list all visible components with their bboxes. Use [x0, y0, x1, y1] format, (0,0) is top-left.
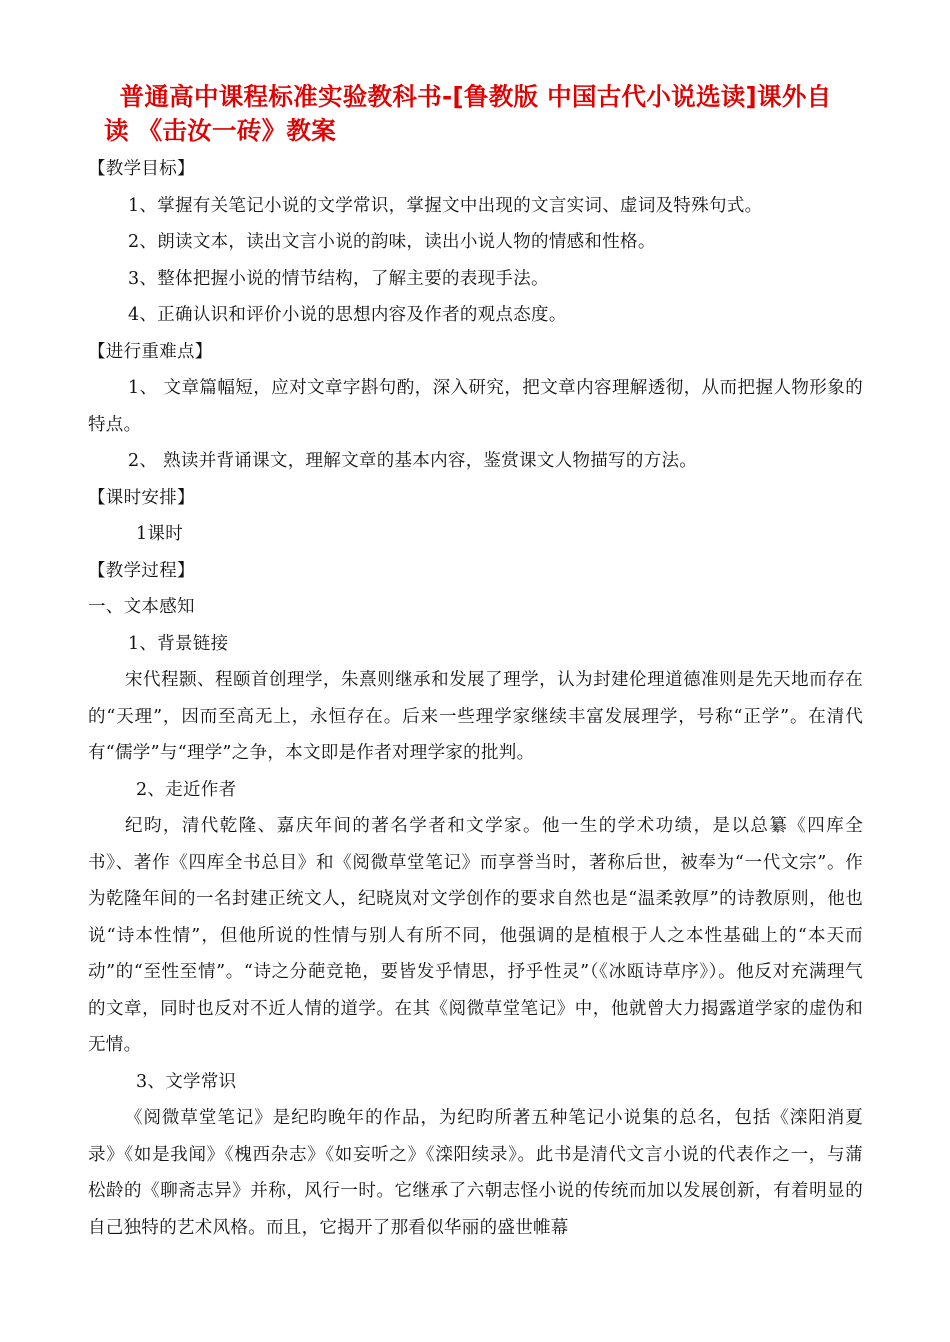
key-point-item-1: 1、 文章篇幅短，应对文章字斟句酌，深入研究，把文章内容理解透彻，从而把握人物形象的特点。: [88, 378, 863, 435]
literature-text: 《阅微草堂笔记》是纪昀晚年的作品，为纪昀所著五种笔记小说集的总名，包括《滦阳消夏录》《如是我闻》《槐西杂志》《如妄听之》《滦阳续录》。此书是清代文言小说的代表作之一，与蒲松龄的《聊斋志异》并称，风行一时。它继承了六朝志怪小说的传统而加以发展创新，有着明显的自己独特的艺术风格。而且，它揭开了那看似华丽的盛世帷幕: [88, 1108, 863, 1238]
author-title: 2、走近作者: [136, 779, 237, 800]
schedule-text: 1课时: [136, 524, 184, 544]
goals-heading: 【教学目标】: [88, 159, 195, 179]
document-page: [88, 80, 863, 1246]
schedule-heading: 【课时安排】: [88, 487, 195, 508]
author-text: 纪昀，清代乾隆、嘉庆年间的著名学者和文学家。他一生的学术功绩，是以总纂《四库全书》、著作《四库全书总目》和《阅微草堂笔记》而享誉当时，著称后世，被奉为“一代文宗”。作为乾隆年间的一名封建正统文人，纪晓岚对文学创作的要求自然也是“温柔敦厚”的诗教原则，他也说“诗本性情”，但他所说的性情与别人有所不同，他强调的是植根于人之本性基础上的“本天而动”的“至性至情”。“诗之分葩竞艳，要皆发乎情思，抒乎性灵”（《冰瓯诗草序》）。他反对充满理气的文章，同时也反对不近人情的道学。在其《阅微草堂笔记》中，他就曾大力揭露道学家的虚伪和无情。: [88, 816, 863, 1055]
document-title: [88, 80, 863, 148]
part1-title: 一、文本感知: [88, 597, 195, 617]
literature-title: 3、文学常识: [136, 1071, 237, 1092]
goal-item-2: 2、朗读文本，读出文言小说的韵味，读出小说人物的情感和性格。: [128, 232, 656, 252]
title-line-1: 普通高中课程标准实验教科书-[鲁教版 中国古代小说选读]课外自: [119, 82, 832, 111]
title-line-2: 读 《击汝一砖》教案: [104, 116, 337, 145]
key-point-item-2: 2、 熟读并背诵课文，理解文章的基本内容，鉴赏课文人物描写的方法。: [128, 451, 698, 471]
process-heading: 【教学过程】: [88, 560, 195, 581]
goal-item-1: 1、掌握有关笔记小说的文学常识，掌握文中出现的文言实词、虚词及特殊句式。: [128, 195, 763, 216]
goal-item-3: 3、整体把握小说的情节结构，了解主要的表现手法。: [128, 268, 549, 289]
background-text: 宋代程颢、程颐首创理学，朱熹则继承和发展了理学，认为封建伦理道德准则是先天地而存在的“天理”，因而至高无上，永恒存在。后来一些理学家继续丰富发展理学，号称“正学”。在清代有“儒学”与“理学”之争，本文即是作者对理学家的批判。: [88, 670, 863, 763]
background-title: 1、背景链接: [128, 633, 229, 654]
goal-item-4: 4、正确认识和评价小说的思想内容及作者的观点态度。: [128, 305, 567, 325]
key-points-heading: 【进行重难点】: [88, 341, 213, 362]
